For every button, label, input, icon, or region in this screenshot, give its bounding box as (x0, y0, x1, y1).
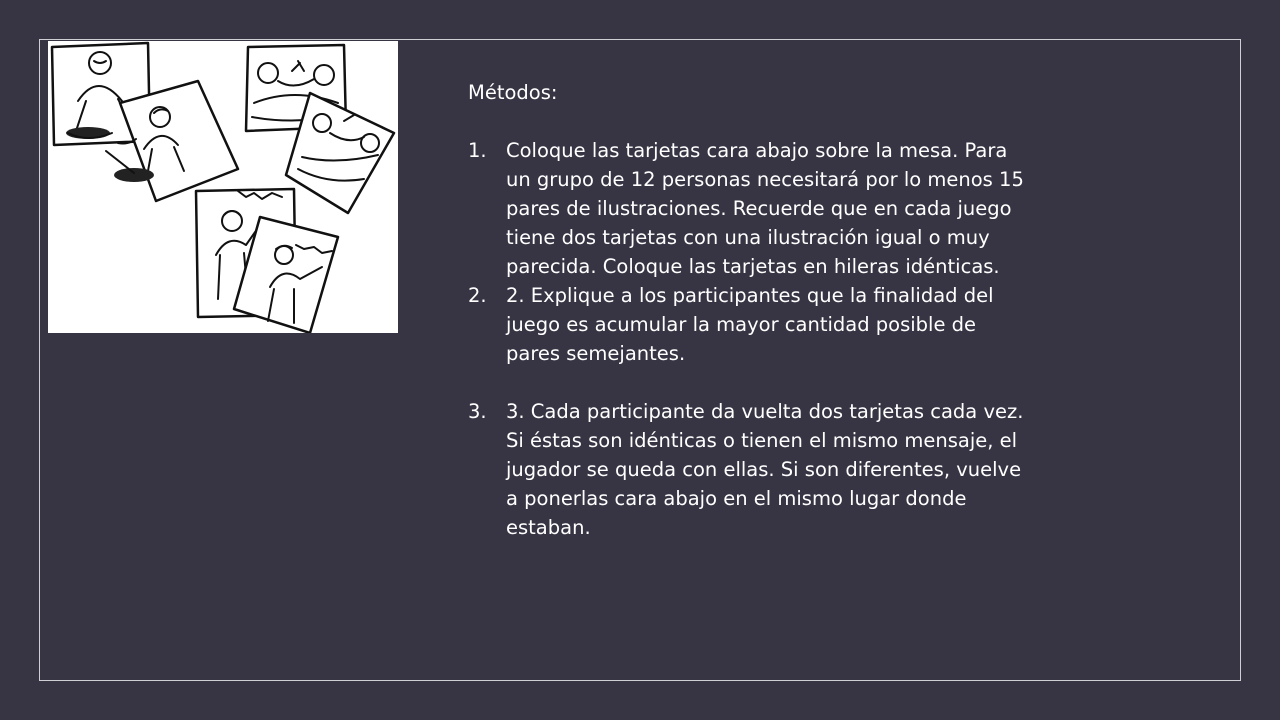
step-text: 3. Cada participante da vuelta dos tarjetas cada vez. Si éstas son idénticas o tienen el mismo mensaje, el jugador se queda con ellas. Si son diferentes, vuelve a ponerlas cara abajo en el mismo lugar donde estaban. (506, 400, 1024, 539)
step-number: 2. (468, 284, 487, 307)
methods-text-block (468, 78, 1028, 542)
method-step (468, 136, 1028, 281)
methods-heading: Métodos: (468, 81, 558, 104)
method-step (468, 397, 1028, 542)
step-number: 1. (468, 139, 487, 162)
method-step (468, 281, 1028, 368)
step-text: 2. Explique a los participantes que la finalidad del juego es acumular la mayor cantidad posible de pares semejantes. (506, 284, 994, 365)
step-number: 3. (468, 400, 487, 423)
methods-step-list (468, 136, 1028, 542)
step-text: Coloque las tarjetas cara abajo sobre la mesa. Para un grupo de 12 personas necesitará por lo menos 15 pares de ilustraciones. Recuerde que en cada juego tiene dos tarjetas con una ilustración igual o muy parecida. Coloque las tarjetas en hileras idénticas. (506, 139, 1024, 278)
memory-cards-illustration (48, 41, 398, 333)
